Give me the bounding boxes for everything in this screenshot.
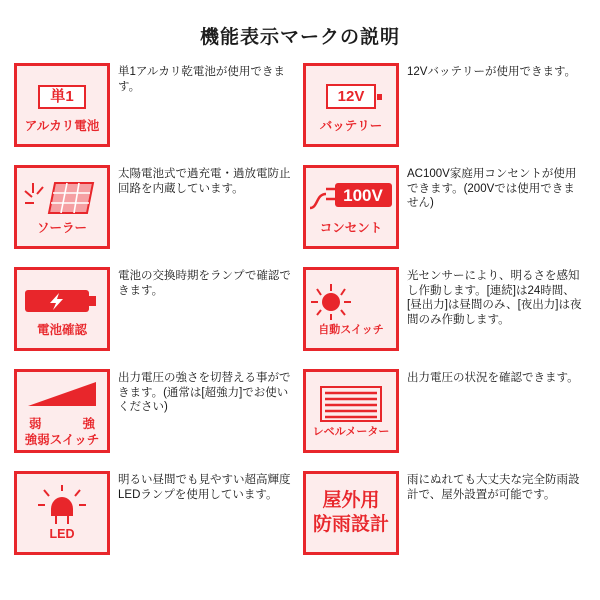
mark-caption: LED xyxy=(49,526,75,541)
mark-outdoor-rainproof xyxy=(303,471,399,555)
power-plug-icon xyxy=(308,179,394,219)
feature-item-strength-switch xyxy=(14,369,297,471)
mark-caption-strong: 強 xyxy=(82,416,95,431)
mark-caption: レベルメーター xyxy=(312,425,390,438)
mark-12v-battery xyxy=(303,63,399,147)
mark-caption: アルカリ電池 xyxy=(24,118,100,133)
svg-text:100V: 100V xyxy=(343,185,383,205)
battery-bolt-icon xyxy=(23,281,101,321)
feature-description: 電池の交換時期をランプで確認できます。 xyxy=(118,270,291,297)
mark-caption-line2: 防雨設計 xyxy=(312,514,389,535)
mark-badge-label: 単1 xyxy=(38,85,85,110)
level-meter-icon xyxy=(315,384,387,424)
feature-description: 出力電圧の状況を確認できます。 xyxy=(407,372,579,384)
mark-strength-switch xyxy=(14,369,110,453)
feature-grid xyxy=(14,63,586,573)
mark-outlet-100v xyxy=(303,165,399,249)
feature-description: 太陽電池式で過充電・過放電防止回路を内蔵しています。 xyxy=(118,168,291,195)
mark-caption: ソーラー xyxy=(36,220,87,235)
feature-item-outlet-100v xyxy=(303,165,586,267)
mark-caption-line1: 屋外用 xyxy=(322,490,380,512)
mark-caption: 強弱スイッチ xyxy=(24,433,100,447)
feature-item-alkaline-battery xyxy=(14,63,297,165)
mark-auto-switch xyxy=(303,267,399,351)
feature-description: 12Vバッテリーが使用できます。 xyxy=(407,66,577,78)
mark-caption-strength-pair xyxy=(29,418,95,431)
level-ramp-icon xyxy=(20,375,104,415)
feature-item-12v-battery xyxy=(303,63,586,165)
mark-alkaline-battery xyxy=(14,63,110,147)
mark-caption: バッテリー xyxy=(319,118,383,133)
mark-battery-check xyxy=(14,267,110,351)
feature-description: AC100V家庭用コンセントが使用できます。(200Vでは使用できません) xyxy=(407,168,577,210)
mark-caption: 電池確認 xyxy=(36,322,87,337)
mark-level-meter xyxy=(303,369,399,453)
mark-caption-weak: 弱 xyxy=(29,416,42,431)
feature-item-solar xyxy=(14,165,297,267)
mark-caption: コンセント xyxy=(319,220,383,235)
feature-item-auto-switch xyxy=(303,267,586,369)
mark-solar xyxy=(14,165,110,249)
page-title: 機能表示マークの説明 xyxy=(199,27,400,48)
mark-caption: 自動スイッチ xyxy=(318,323,384,336)
solar-panel-icon xyxy=(23,179,101,219)
feature-item-level-meter xyxy=(303,369,586,471)
mark-led xyxy=(14,471,110,555)
car-battery-icon xyxy=(326,77,377,117)
feature-item-outdoor-rainproof xyxy=(303,471,586,573)
feature-description: 雨にぬれても大丈夫な完全防雨設計で、屋外設置が可能です。 xyxy=(407,474,580,501)
feature-description: 出力電圧の強さを切替える事ができます。(通常は[超強力]でお使いください) xyxy=(118,372,291,414)
sun-moon-icon xyxy=(309,282,393,322)
feature-description: 光センサーにより、明るさを感知し作動します。[連続]は24時間、[昼出力]は昼間のみ、[夜出力]は夜間のみ作動します。 xyxy=(407,270,582,327)
feature-item-led xyxy=(14,471,297,573)
feature-item-battery-check xyxy=(14,267,297,369)
led-lamp-icon xyxy=(32,485,92,525)
feature-description: 単1アルカリ乾電池が使用できます。 xyxy=(118,66,285,93)
feature-description: 明るい昼間でも見やすい超高輝度LEDランプを使用しています。 xyxy=(118,474,291,501)
battery-icon xyxy=(38,77,85,117)
mark-badge-label: 12V xyxy=(326,84,377,109)
